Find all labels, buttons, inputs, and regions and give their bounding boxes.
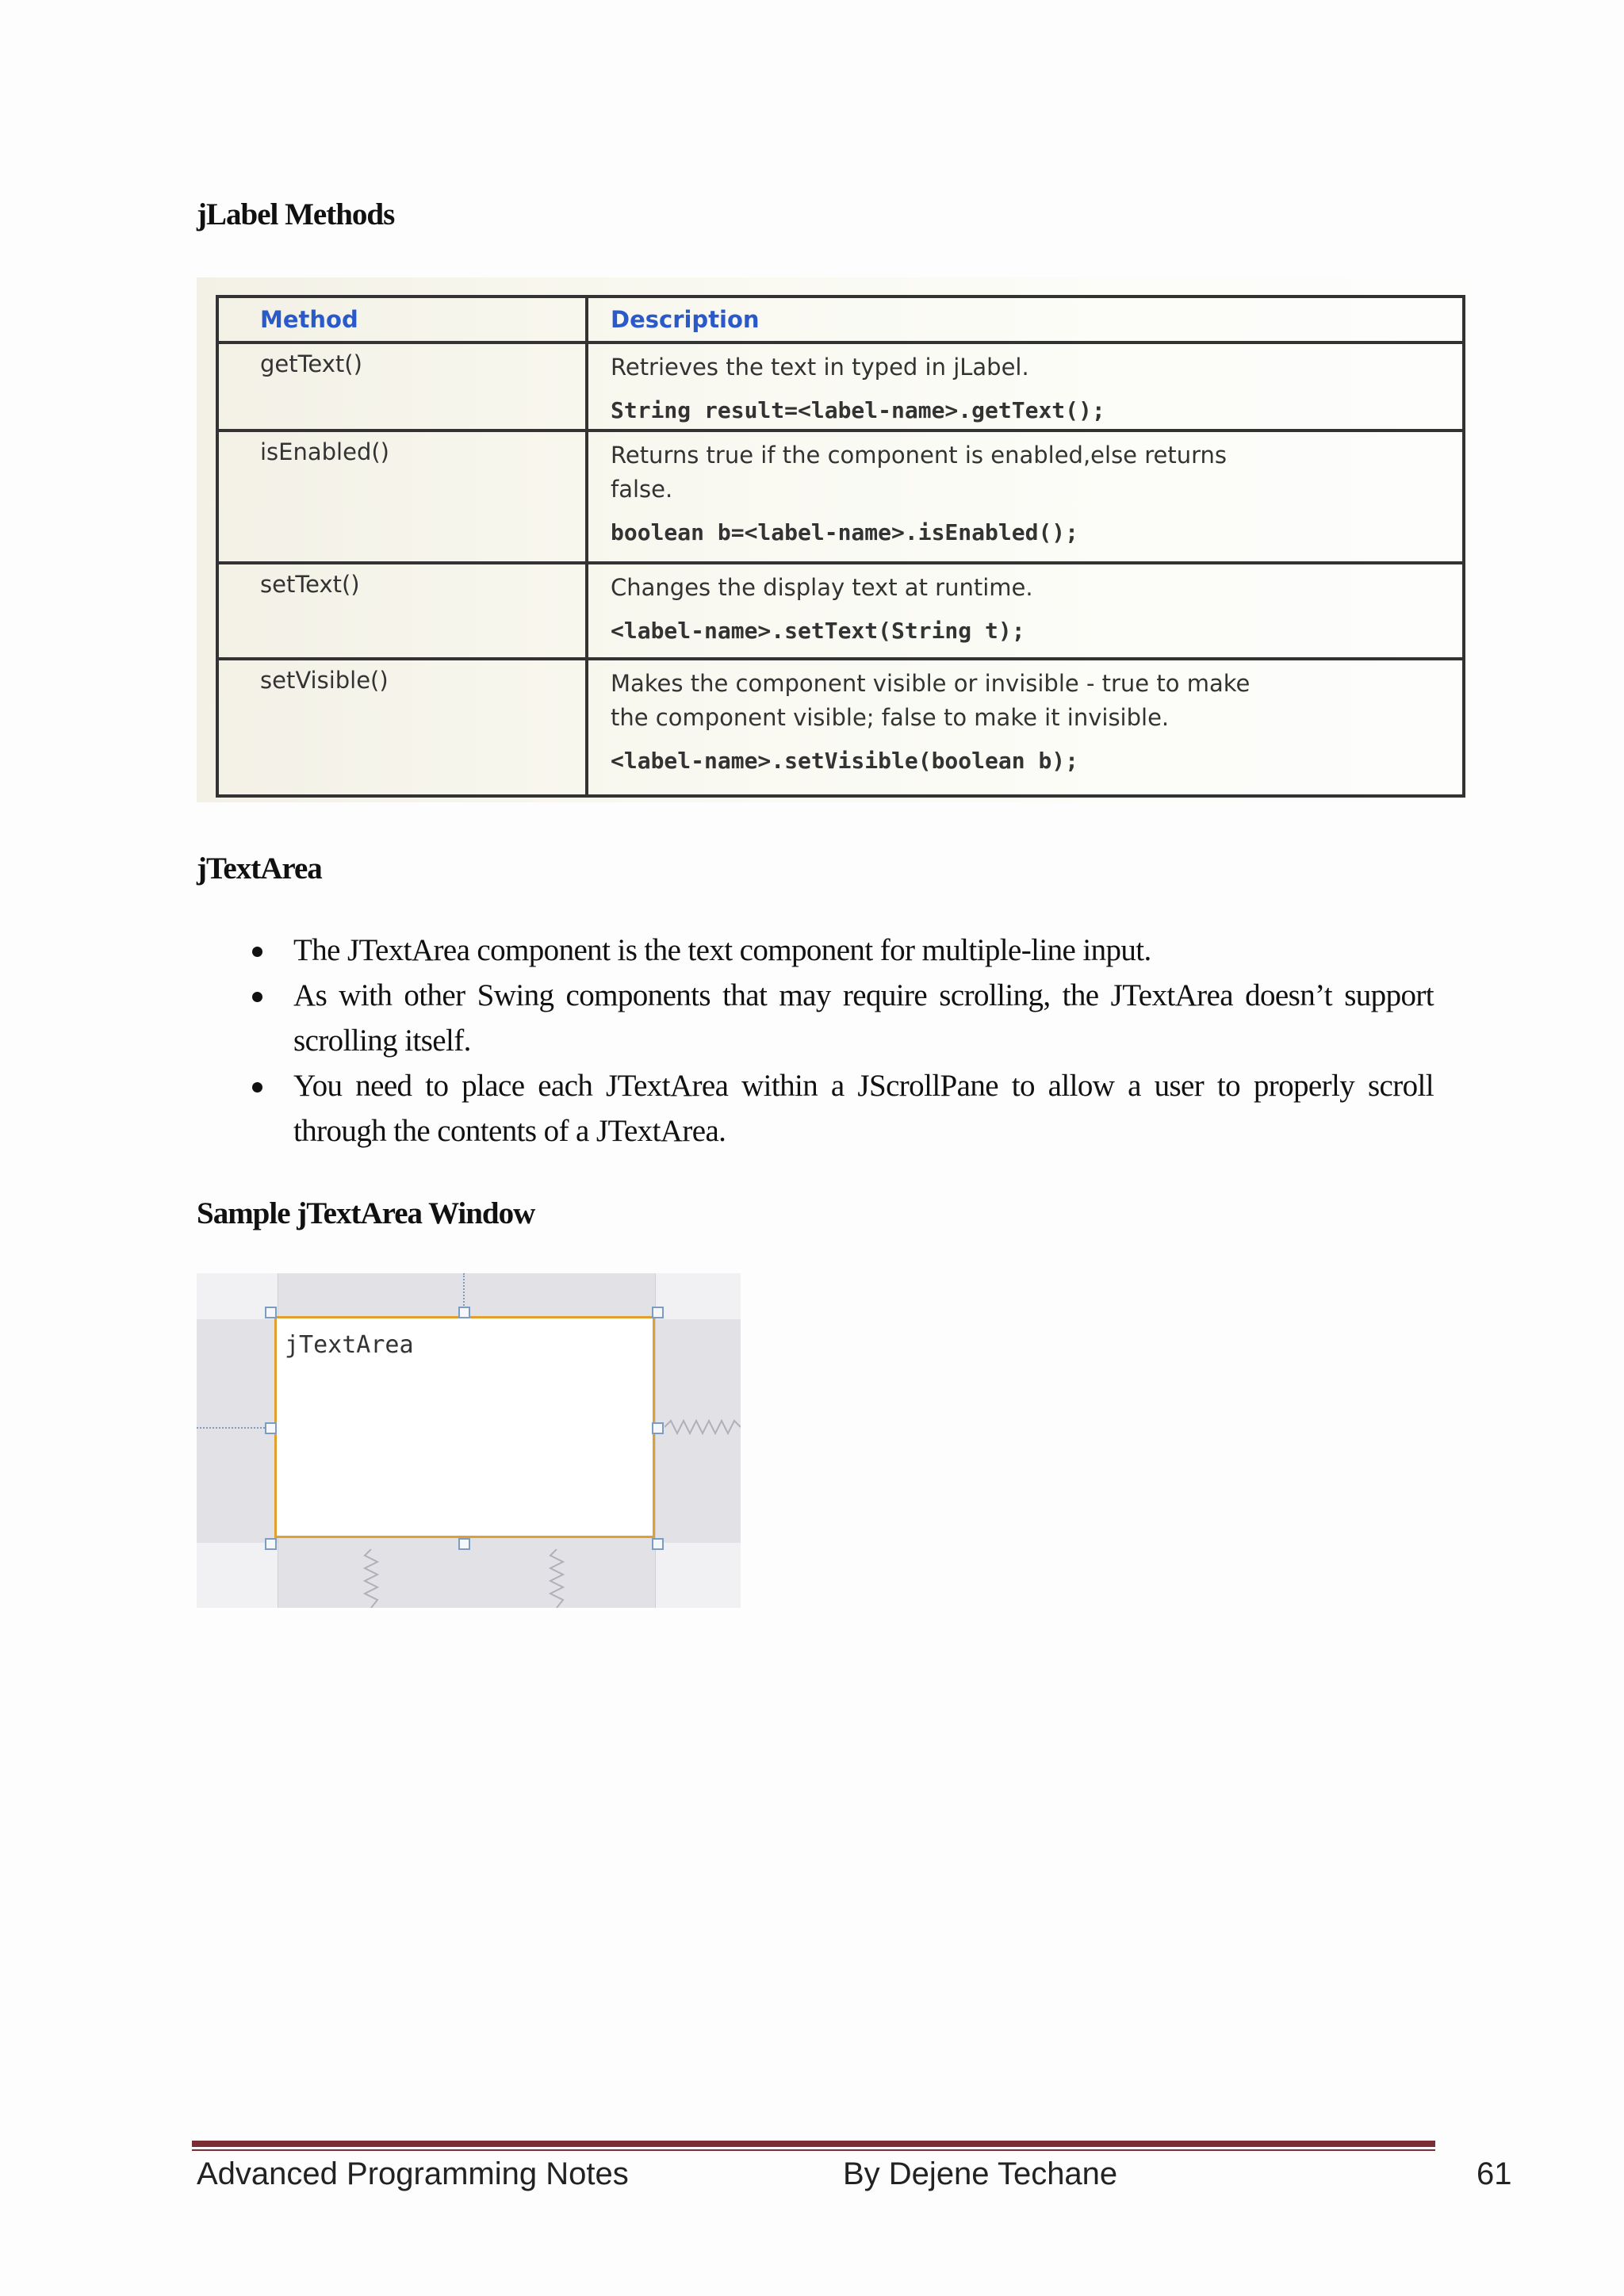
description-text: Makes the component visible or invisible - true to make (611, 669, 1251, 697)
page-number: 61 (1477, 2156, 1512, 2191)
method-description (587, 342, 1464, 430)
methods-table-image (197, 277, 1473, 802)
list-item: You need to place each JTextArea within a JScrollPane to allow a user to properly scroll through the contents of a JTextArea. (197, 1063, 1434, 1154)
footer-rule (192, 2149, 1435, 2151)
resize-handle[interactable] (652, 1307, 664, 1318)
description-text: the component visible; false to make it invisible. (611, 703, 1170, 731)
resize-handle[interactable] (652, 1538, 664, 1550)
footer-rule (192, 2141, 1435, 2147)
method-description (587, 430, 1464, 562)
bullet-list (197, 928, 1434, 1154)
footer-title: Advanced Programming Notes (197, 2156, 629, 2191)
method-description (587, 659, 1464, 796)
sample-jtextarea-window (197, 1273, 741, 1608)
section-heading-jtextarea: jTextArea (197, 851, 322, 886)
footer-author: By Dejene Techane (843, 2156, 1118, 2191)
textarea-component[interactable] (274, 1316, 655, 1538)
method-description (587, 563, 1464, 659)
resize-handle[interactable] (265, 1538, 277, 1550)
resize-spring-icon (363, 1549, 379, 1608)
method-name: setText() (217, 563, 587, 659)
table-row (217, 659, 1464, 796)
code-example: boolean b=<label-name>.isEnabled(); (611, 519, 1079, 546)
code-example: <label-name>.setText(String t); (611, 617, 1025, 644)
code-example: String result=<label-name>.getText(); (611, 397, 1105, 424)
column-header-description: Description (587, 297, 1464, 342)
description-text: false. (611, 476, 673, 503)
resize-handle[interactable] (458, 1538, 470, 1550)
description-text: Changes the display text at runtime. (611, 573, 1033, 601)
section-heading-sample-window: Sample jTextArea Window (197, 1196, 535, 1230)
description-text: Returns true if the component is enabled,else returns (611, 442, 1228, 469)
table-row (217, 342, 1464, 430)
resize-handle[interactable] (265, 1307, 277, 1318)
column-header-method: Method (217, 297, 587, 342)
guide-line (655, 1273, 656, 1608)
textarea-text: jTextArea (285, 1331, 414, 1359)
list-item: The JTextArea component is the text component for multiple-line input. (197, 928, 1434, 973)
method-name: isEnabled() (217, 430, 587, 562)
resize-handle[interactable] (265, 1422, 277, 1434)
resize-spring-icon (549, 1549, 565, 1608)
section-heading-jlabel-methods: jLabel Methods (197, 197, 395, 232)
methods-table (216, 295, 1465, 798)
code-example: <label-name>.setVisible(boolean b); (611, 747, 1079, 774)
resize-handle[interactable] (458, 1307, 470, 1318)
anchor-guide (197, 1427, 265, 1429)
list-item: As with other Swing components that may require scrolling, the JTextArea doesn’t support scrolling itself. (197, 973, 1434, 1063)
table-row (217, 563, 1464, 659)
resize-spring-icon (665, 1419, 741, 1435)
description-text: Retrieves the text in typed in jLabel. (611, 354, 1029, 381)
method-name: getText() (217, 342, 587, 430)
resize-handle[interactable] (652, 1422, 664, 1434)
anchor-guide (463, 1273, 465, 1311)
method-name: setVisible() (217, 659, 587, 796)
table-row (217, 430, 1464, 562)
